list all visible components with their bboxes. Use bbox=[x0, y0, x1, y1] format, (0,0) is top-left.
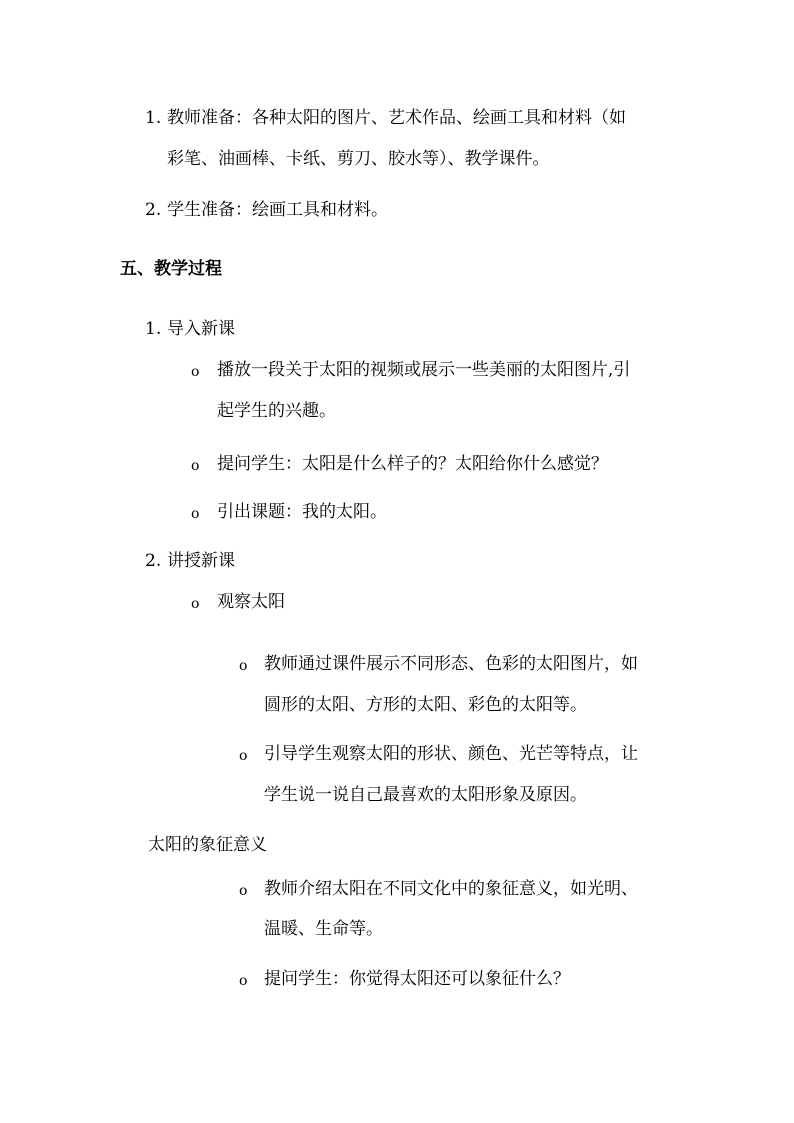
step2-number: 2. bbox=[145, 551, 162, 571]
prep-item2-line1: 学生准备：绘画工具和材料。 bbox=[167, 200, 388, 220]
bullet-icon: o bbox=[239, 658, 248, 674]
bullet-icon: o bbox=[191, 364, 200, 380]
step1-bullet3: 引出课题：我的太阳。 bbox=[217, 502, 387, 522]
symbolism-bullet1-line1: 教师介绍太阳在不同文化中的象征意义，如光明、 bbox=[264, 879, 638, 899]
bullet-icon: o bbox=[239, 973, 248, 989]
step1-title: 导入新课 bbox=[167, 319, 235, 339]
bullet-icon: o bbox=[191, 596, 200, 612]
step1-bullet1-line2: 起学生的兴趣。 bbox=[217, 401, 336, 421]
section-heading: 五、教学过程 bbox=[120, 259, 222, 279]
bullet-icon: o bbox=[239, 748, 248, 764]
prep-item1-line1: 教师准备：各种太阳的图片、艺术作品、绘画工具和材料（如 bbox=[167, 108, 626, 128]
step2-subheading-symbolism: 太阳的象征意义 bbox=[148, 835, 267, 855]
observe-bullet2-line2: 学生说一说自己最喜欢的太阳形象及原因。 bbox=[264, 785, 587, 805]
observe-bullet1-line2: 圆形的太阳、方形的太阳、彩色的太阳等。 bbox=[264, 695, 587, 715]
prep-item1-number: 1. bbox=[145, 108, 162, 128]
prep-item2-number: 2. bbox=[145, 200, 162, 220]
step2-title: 讲授新课 bbox=[167, 551, 235, 571]
observe-bullet1-line1: 教师通过课件展示不同形态、色彩的太阳图片，如 bbox=[264, 654, 638, 674]
symbolism-bullet1-line2: 温暖、生命等。 bbox=[264, 919, 383, 939]
symbolism-bullet2: 提问学生：你觉得太阳还可以象征什么？ bbox=[264, 969, 570, 989]
bullet-icon: o bbox=[191, 458, 200, 474]
step1-bullet1-line1: 播放一段关于太阳的视频或展示一些美丽的太阳图片,引 bbox=[217, 360, 631, 380]
bullet-icon: o bbox=[239, 883, 248, 899]
step2-subheading-observe: 观察太阳 bbox=[217, 592, 285, 612]
step1-number: 1. bbox=[145, 319, 162, 339]
observe-bullet2-line1: 引导学生观察太阳的形状、颜色、光芒等特点，让 bbox=[264, 744, 638, 764]
prep-item1-line2: 彩笔、油画棒、卡纸、剪刀、胶水等）、教学课件。 bbox=[167, 149, 550, 169]
bullet-icon: o bbox=[191, 506, 200, 522]
step1-bullet2: 提问学生：太阳是什么样子的？太阳给你什么感觉？ bbox=[217, 454, 608, 474]
